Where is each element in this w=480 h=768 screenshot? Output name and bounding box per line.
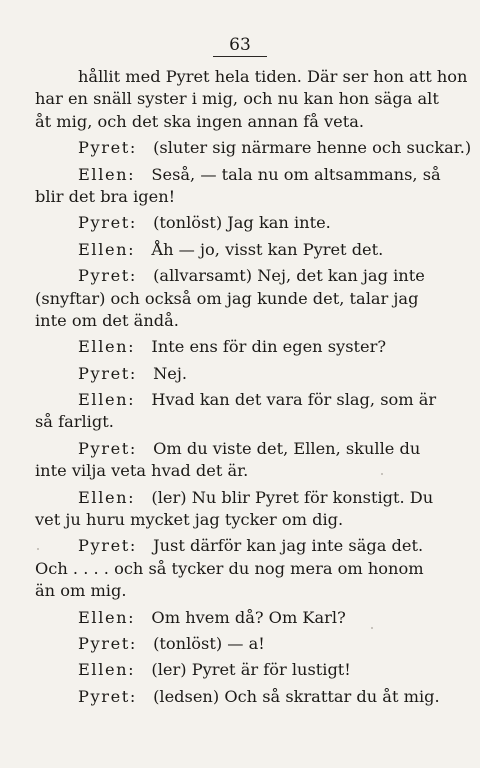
dialogue-line (35, 659, 443, 681)
text-line: inte vilja veta hvad det är. (35, 461, 249, 481)
speaker-name: Pyret: (78, 213, 137, 233)
paper-speck (381, 473, 383, 475)
speaker-name: Ellen: (78, 660, 136, 680)
speaker-name: Pyret: (78, 633, 137, 653)
text-line: inte om det ändå. (35, 310, 179, 330)
text-line: Och . . . . och så tycker du nog mera om honom (35, 558, 424, 578)
text-line: (tonlöst) — a! (153, 633, 265, 653)
speaker-name: Pyret: (78, 138, 137, 158)
speaker-name: Ellen: (78, 390, 136, 410)
speaker-name: Ellen: (78, 239, 136, 259)
dialogue-line (35, 535, 443, 602)
dialogue-line (35, 686, 443, 708)
text-line: Inte ens för din egen syster? (151, 337, 387, 357)
speaker-name: Pyret: (78, 266, 137, 286)
text-line: har en snäll syster i mig, och nu kan hon säga alt (35, 89, 439, 109)
speaker-name: Ellen: (78, 487, 136, 507)
text-line: Hvad kan det vara för slag, som är (151, 390, 437, 410)
dialogue-line (35, 336, 443, 358)
dialogue-line (35, 633, 443, 655)
dialogue-line (35, 239, 443, 261)
speaker-name: Pyret: (78, 438, 137, 458)
text-line: (tonlöst) Jag kan inte. (153, 213, 331, 233)
text-line: Om hvem då? Om Karl? (151, 607, 346, 627)
speaker-name: Pyret: (78, 363, 137, 383)
dialogue-line (35, 137, 472, 159)
paper-speck (37, 548, 39, 550)
text-line: så farligt. (35, 412, 114, 432)
dialogue-line (35, 265, 443, 332)
text-line: Åh — jo, visst kan Pyret det. (151, 239, 384, 259)
text-line: Seså, — tala nu om altsammans, så (151, 164, 441, 184)
text-line: (ledsen) Och så skrattar du åt mig. (153, 686, 440, 706)
text-line: hållit med Pyret hela tiden. Där ser hon att hon (78, 67, 468, 86)
speaker-name: Ellen: (78, 164, 136, 184)
text-line: blir det bra igen! (35, 186, 176, 206)
text-line: Om du viste det, Ellen, skulle du (153, 438, 421, 458)
text-line: åt mig, och det ska ingen annan få veta. (35, 111, 365, 131)
text-line: än om mig. (35, 581, 127, 601)
dialogue-line (35, 363, 443, 385)
paper-speck (371, 627, 373, 629)
page-text (35, 66, 472, 708)
speaker-name: Ellen: (78, 337, 136, 357)
speaker-name: Pyret: (78, 686, 137, 706)
dialogue-line (35, 164, 443, 209)
dialogue-line (35, 212, 443, 234)
dialogue-line (35, 487, 443, 532)
text-line: Just därför kan jag inte säga det. (153, 536, 424, 556)
text-line: (allvarsamt) Nej, det kan jag inte (153, 266, 425, 286)
text-line: (snyftar) och också om jag kunde det, talar jag (35, 288, 419, 308)
text-line: (ler) Nu blir Pyret för konstigt. Du (151, 487, 434, 507)
speaker-name: Ellen: (78, 607, 136, 627)
speaker-name: Pyret: (78, 536, 137, 556)
text-line: (sluter sig närmare henne och suckar.) (153, 138, 472, 158)
page-number: 63 (213, 35, 267, 57)
text-line: (ler) Pyret är för lustigt! (151, 660, 351, 680)
dialogue-line (35, 438, 443, 483)
text-line: Nej. (153, 363, 188, 383)
dialogue-line (35, 389, 443, 434)
text-line: vet ju huru mycket jag tycker om dig. (35, 510, 344, 530)
dialogue-line (35, 607, 443, 629)
narrative-paragraph (35, 66, 468, 133)
